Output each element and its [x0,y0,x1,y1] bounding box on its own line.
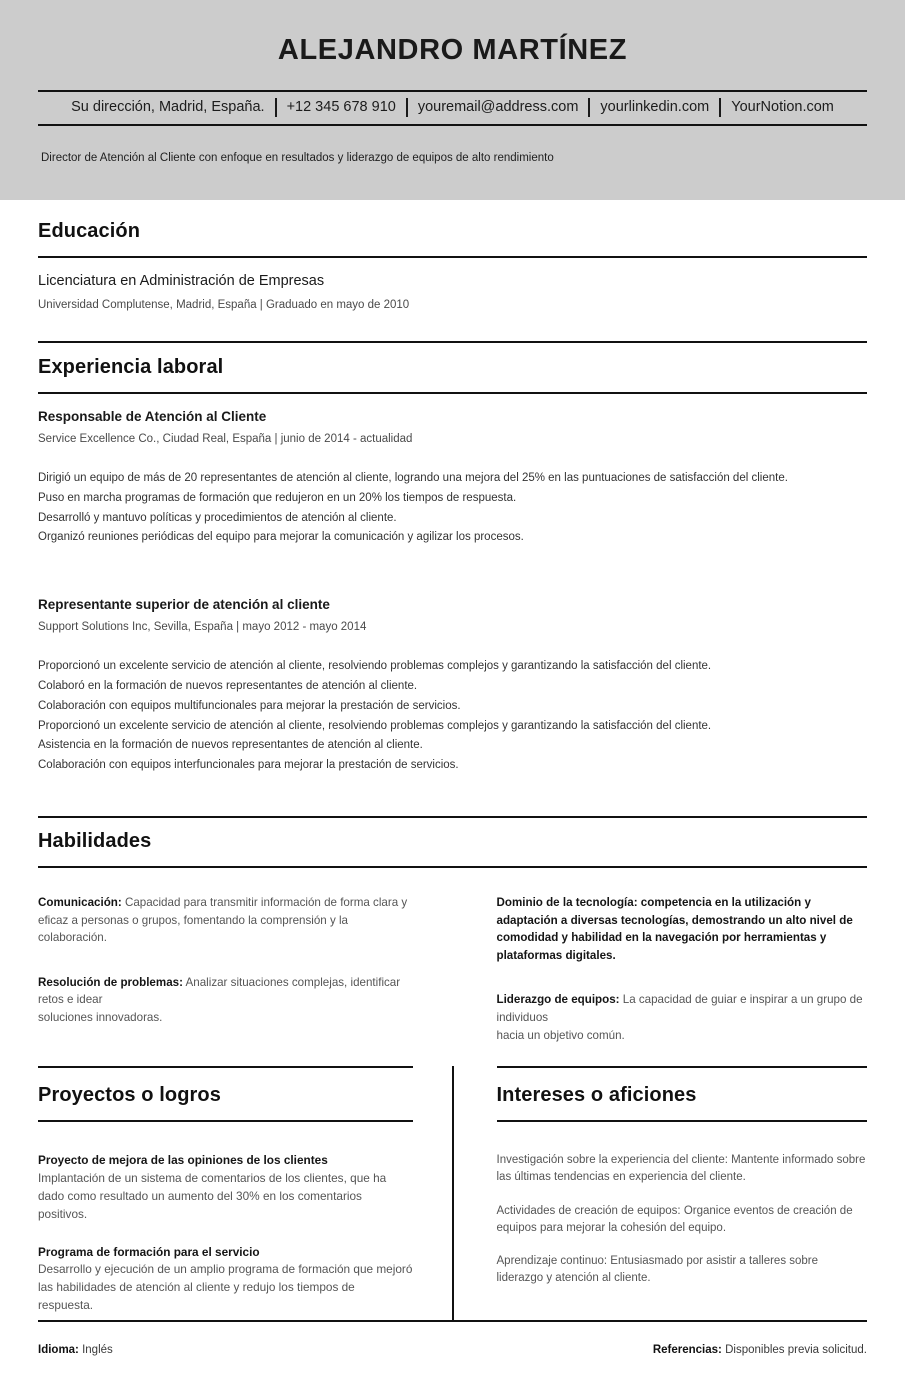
column-interests [453,1066,868,1320]
section-skills [38,816,867,1062]
resume-footer [38,1322,867,1386]
education-entry [38,258,867,313]
education-degree: Licenciatura en Administración de Empresas [38,273,325,289]
job-meta: Service Excellence Co., Ciudad Real, España | junio de 2014 - actualidad [38,432,413,445]
professional-tagline: Director de Atención al Cliente con enfoque en resultados y liderazgo de equipos de alto rendimiento [41,151,554,164]
contact-row [38,97,867,118]
interest-item-list [497,1122,868,1320]
job-bullet-list [38,657,867,776]
project-name: Programa de formación para el servicio [38,1244,260,1259]
interest-item: Actividades de creación de equipos: Organice eventos de creación de equipos para mejorar la cohesión del equipo. [496,1204,853,1234]
contact-item[interactable]: youremail@address.com [417,98,579,115]
contact-item[interactable]: Su dirección, Madrid, España. [71,98,265,115]
divider-rule [497,1066,868,1068]
interest-item: Aprendizaje continuo: Entusiasmado por asistir a talleres sobre liderazgo y atención al cliente. [496,1255,819,1285]
project-description: Desarrollo y ejecución de un amplio programa de formación que mejoró las habilidades de atención al cliente y redujo los tiempos de respuesta. [38,1262,413,1313]
project-item-list [38,1122,413,1320]
divider-rule [38,816,867,818]
skill-label: Resolución de problemas: [38,975,183,989]
experience-job [38,582,867,776]
section-projects-interests [38,1066,867,1320]
skill-label: Liderazgo de equipos: [496,993,620,1007]
interest-item: Investigación sobre la experiencia del cliente: Mantente informado sobre las últimas tendencias en experiencia del cliente. [496,1154,866,1184]
column-divider [452,1066,454,1320]
job-bullet: Dirigió un equipo de más de 20 representantes de atención al cliente, logrando una mejora del 25% en las puntuaciones de satisfacción del cliente. [38,471,788,484]
section-experience [38,341,867,776]
section-education [38,200,867,313]
skill-label: Comunicación: [38,895,122,909]
skill-label: Dominio de la tecnología: [496,895,638,909]
column-projects [38,1066,453,1320]
education-meta: Universidad Complutense, Madrid, España | Graduado en mayo de 2010 [38,298,410,311]
skills-column-right [453,894,868,1044]
job-position: Representante superior de atención al cliente [38,597,330,613]
footer-references-value: Disponibles previa solicitud. [721,1344,867,1357]
job-bullet: Organizó reuniones periódicas del equipo para mejorar la comunicación y agilizar los procesos. [38,531,524,544]
divider-rule [38,341,867,343]
job-bullet: Proporcionó un excelente servicio de atención al cliente, resolviendo problemas complejos y garantizando la satisfacción del cliente. [38,719,712,732]
section-title-interests: Intereses o aficiones [496,1084,697,1107]
job-bullet: Colaboración con equipos multifuncionales para mejorar la prestación de servicios. [38,699,461,712]
job-bullet: Asistencia en la formación de nuevos representantes de atención al cliente. [38,739,423,752]
contact-bar [38,90,867,126]
footer-references [653,1344,867,1356]
footer-language-label: Idioma: [38,1344,79,1357]
skill-item: Dominio de la tecnología: competencia en la utilización y adaptación a diversas tecnologías, demostrando un alto nivel de comodidad y habilidad en la navegación por herramientas y plataformas digitales. [496,895,853,962]
education-entry-list [38,258,867,313]
experience-job-list [38,394,867,776]
resume-body [0,200,905,1386]
job-bullet-list [38,469,867,548]
job-position: Responsable de Atención al Cliente [38,408,267,424]
project-item [38,1244,413,1315]
project-description: Implantación de un sistema de comentarios de los clientes, que ha dado como resultado un aumento del 30% en los comentarios positivos. [38,1170,387,1221]
contact-item[interactable]: +12 345 678 910 [286,98,396,115]
project-name: Proyecto de mejora de las opiniones de los clientes [38,1153,328,1168]
job-bullet: Desarrolló y mantuvo políticas y procedimientos de atención al cliente. [38,511,397,524]
section-title-education: Educación [38,220,141,242]
job-bullet: Colaboración con equipos interfuncionales para mejorar la prestación de servicios. [38,759,459,772]
job-bullet: Colaboró en la formación de nuevos representantes de atención al cliente. [38,680,418,693]
footer-language-value: Inglés [78,1344,113,1357]
skill-item: Liderazgo de equipos: La capacidad de guiar e inspirar a un grupo de individuos hacia un objetivo común. [496,993,863,1042]
skills-grid [38,868,867,1062]
footer-references-label: Referencias: [652,1344,722,1357]
job-bullet: Proporcionó un excelente servicio de atención al cliente, resolviendo problemas complejos y garantizando la satisfacción del cliente. [38,660,712,673]
skill-item: Resolución de problemas: Analizar situaciones complejas, identificar retos e idear soluciones innovadoras. [38,975,401,1024]
footer-language [38,1344,113,1356]
contact-item[interactable]: yourlinkedin.com [600,98,710,115]
skill-item: Comunicación: Capacidad para transmitir información de forma clara y eficaz a personas o grupos, fomentando la comprensión y la colaboración. [38,895,408,945]
contact-item[interactable]: YourNotion.com [731,98,834,115]
candidate-name: ALEJANDRO MARTÍNEZ [277,34,628,66]
job-meta: Support Solutions Inc, Sevilla, España | mayo 2012 - mayo 2014 [38,621,367,634]
section-title-experience: Experiencia laboral [38,355,224,378]
job-bullet: Puso en marcha programas de formación que redujeron en un 20% los tiempos de respuesta. [38,491,517,504]
project-item [38,1152,413,1223]
skills-column-left [38,894,453,1044]
section-title-projects: Proyectos o logros [38,1084,221,1107]
experience-job [38,394,867,548]
resume-header [0,0,905,200]
divider-rule [38,1066,413,1068]
section-title-skills: Habilidades [38,829,152,852]
